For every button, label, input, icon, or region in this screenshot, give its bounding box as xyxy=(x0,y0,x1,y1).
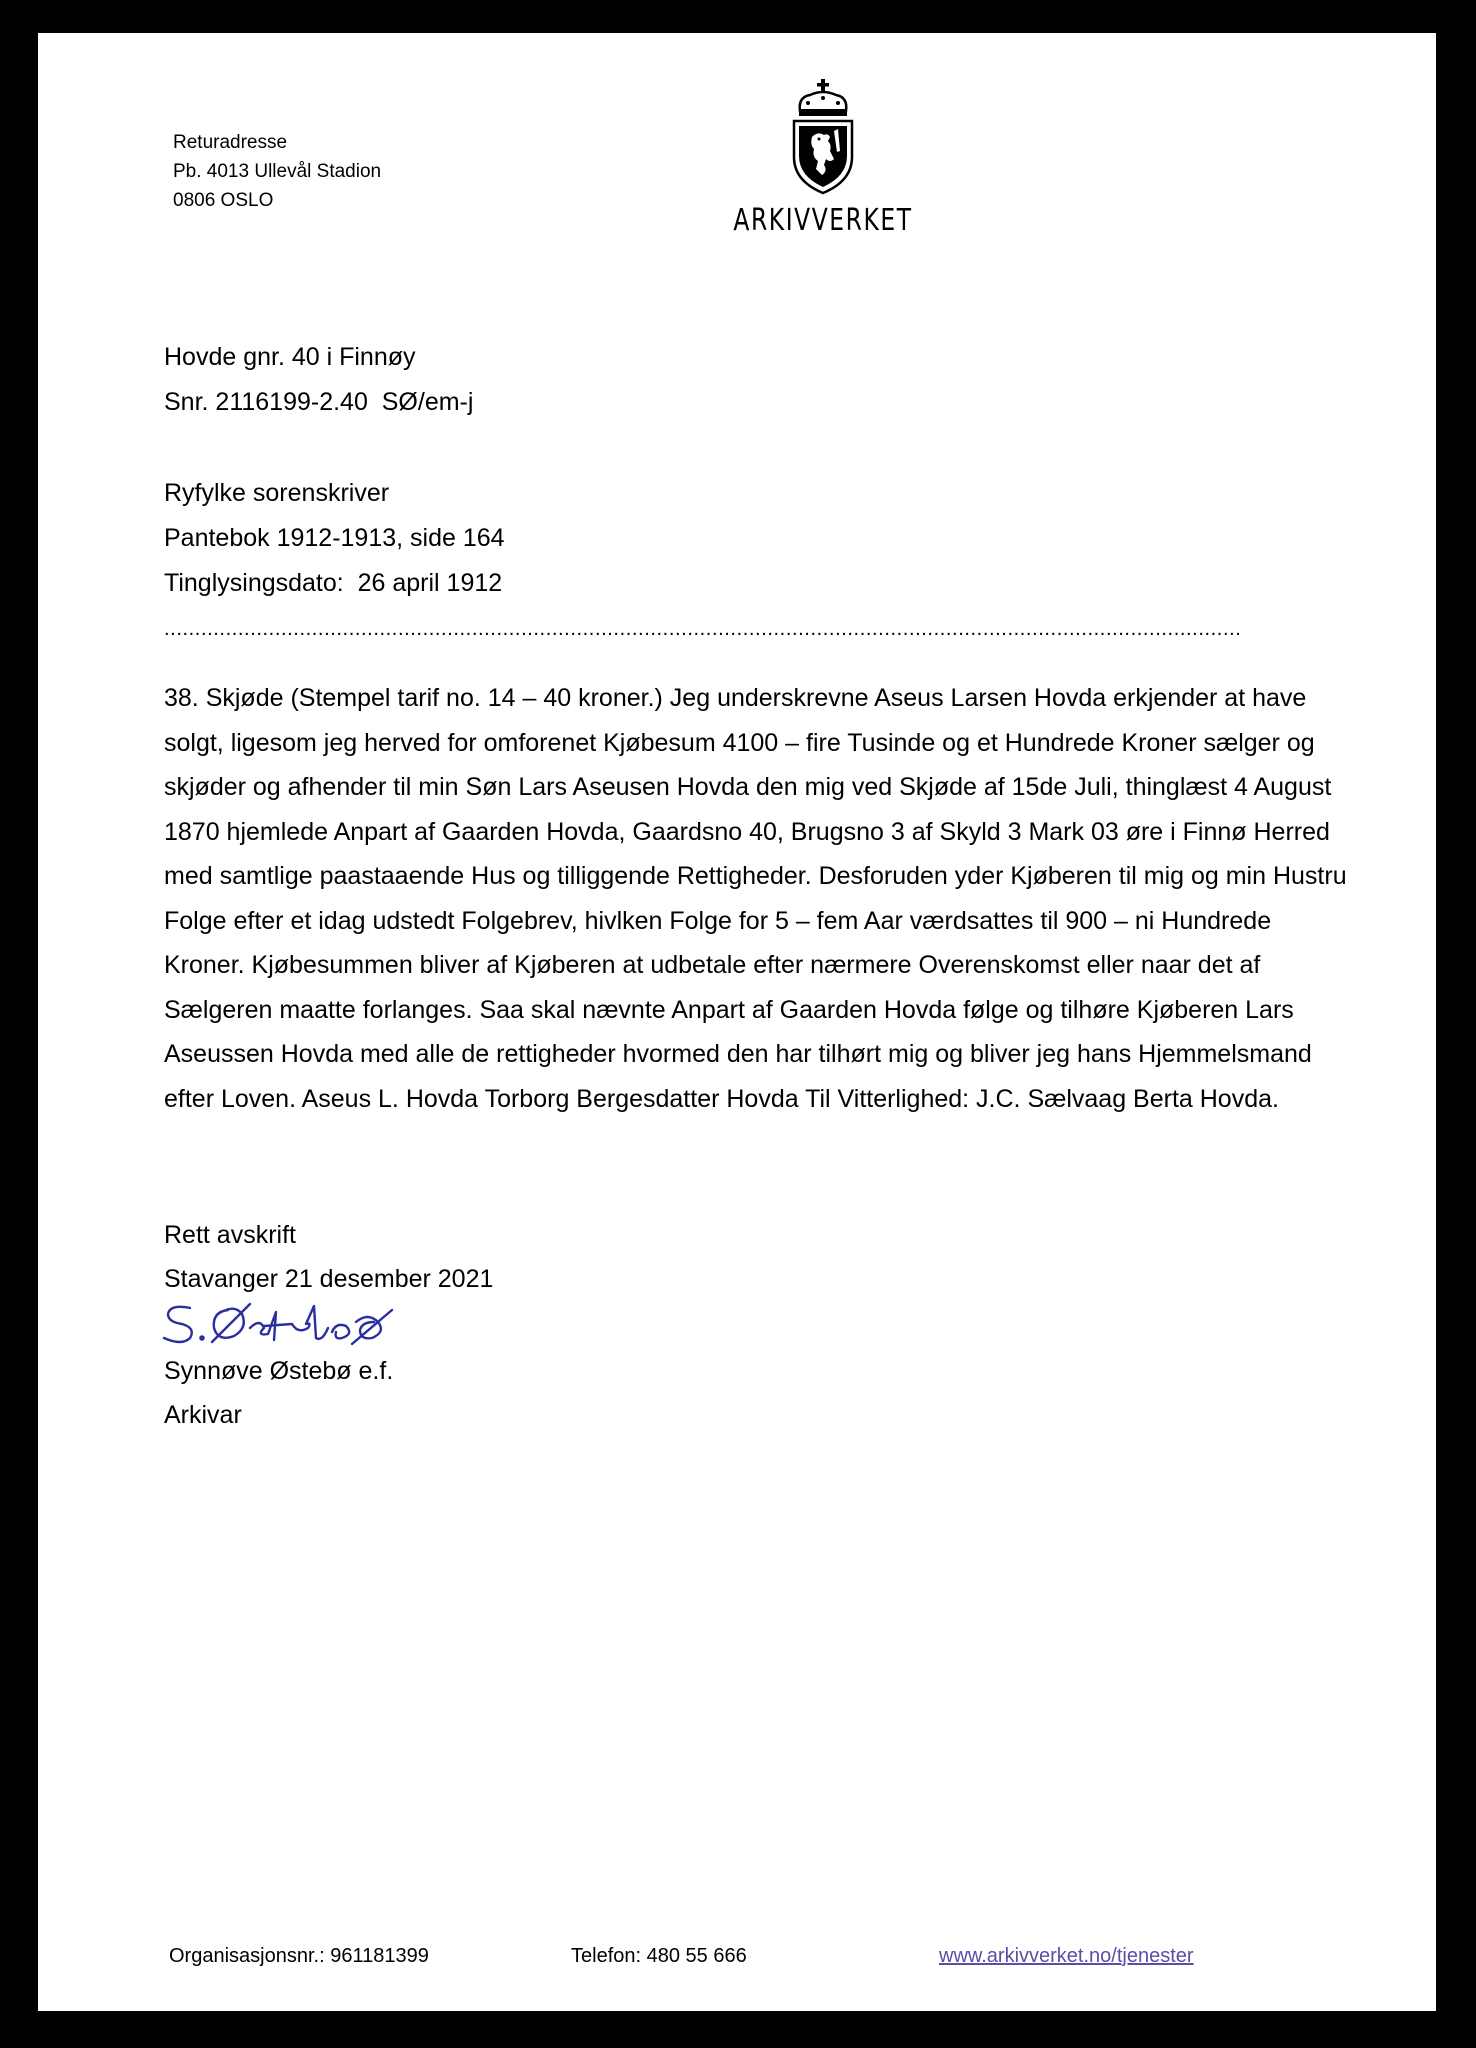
transcript-line: Folge efter et idag udstedt Folgebrev, hivlken Folge for 5 – fem Aar værdsattes til 900 – ni Hundrede xyxy=(164,906,1272,935)
transcript-line: med samtlige paastaaende Hus og tilliggende Rettigheder. Desforuden yder Kjøberen til mig og min Hustru xyxy=(164,862,1347,890)
case-number: Snr. 2116199-2.40 SØ/em-j xyxy=(164,388,474,416)
property-reference: Hovde gnr. 40 i Finnøy xyxy=(164,343,416,371)
transcript-line: solgt, ligesom jeg herved for omforenet Kjøbesum 4100 – fire Tusinde og et Hundrede Kroner sælger og xyxy=(164,728,1315,757)
certification-block xyxy=(164,1213,493,1301)
transcript-line: efter Loven. Aseus L. Hovda Torborg Bergesdatter Hovda Til Vitterlighed: J.C. Sælvaag Berta Hovda. xyxy=(164,1084,1279,1113)
signer-title: Arkivar xyxy=(164,1401,242,1429)
return-address-line1: Pb. 4013 Ullevål Stadion xyxy=(173,161,382,182)
certification-place-date: Stavanger 21 desember 2021 xyxy=(164,1265,494,1293)
footer-phone: Telefon: 480 55 666 xyxy=(571,1945,747,1967)
dotted-separator: ............................................................................................................................................................................... xyxy=(164,618,1242,640)
record-source-block xyxy=(164,471,505,606)
coat-of-arms-icon xyxy=(788,79,858,197)
document-page xyxy=(38,33,1436,2011)
return-address-label: Returadresse xyxy=(173,132,288,153)
registration-date: Tinglysingsdato: 26 april 1912 xyxy=(164,569,503,597)
signer-name: Synnøve Østebø e.f. xyxy=(164,1357,394,1385)
return-address xyxy=(173,128,381,215)
transcript-line: 38. Skjøde (Stempel tarif no. 14 – 40 kroner.) Jeg underskrevne Aseus Larsen Hovda erkjender at have xyxy=(164,684,1307,712)
transcript-line: Sælgeren maatte forlanges. Saa skal nævnte Anpart af Gaarden Hovda følge og tilhøre Kjøberen Lars xyxy=(164,995,1294,1024)
footer-org-number: Organisasjonsnr.: 961181399 xyxy=(169,1945,429,1967)
transcript-line: Aseussen Hovda med alle de rettigheder hvormed den har tilhørt mig og bliver jeg hans Hjemmelsmand xyxy=(164,1040,1312,1068)
handwritten-signature xyxy=(156,1298,416,1352)
arkivverket-logo xyxy=(688,79,958,238)
reference-block xyxy=(164,335,473,425)
court-name: Ryfylke sorenskriver xyxy=(164,479,390,507)
transcript-text xyxy=(164,676,1454,1121)
transcript-line: 1870 hjemlede Anpart af Gaarden Hovda, Gaardsno 40, Brugsno 3 af Skyld 3 Mark 03 øre i Finnø Herred xyxy=(164,817,1330,846)
signer-block xyxy=(164,1349,393,1437)
mortgage-book: Pantebok 1912-1913, side 164 xyxy=(164,524,505,552)
certification-statement: Rett avskrift xyxy=(164,1221,296,1249)
transcript-line: skjøder og afhender til min Søn Lars Aseusen Hovda den mig ved Skjøde af 15de Juli, thinglæst 4 August xyxy=(164,773,1332,801)
return-address-line2: 0806 OSLO xyxy=(173,190,274,211)
logo-wordmark: ARKIVVERKET xyxy=(733,203,913,238)
transcript-line: Kroner. Kjøbesummen bliver af Kjøberen at udbetale efter nærmere Overenskomst eller naar det af xyxy=(164,951,1261,979)
footer-website-link[interactable]: www.arkivverket.no/tjenester xyxy=(939,1945,1194,1967)
